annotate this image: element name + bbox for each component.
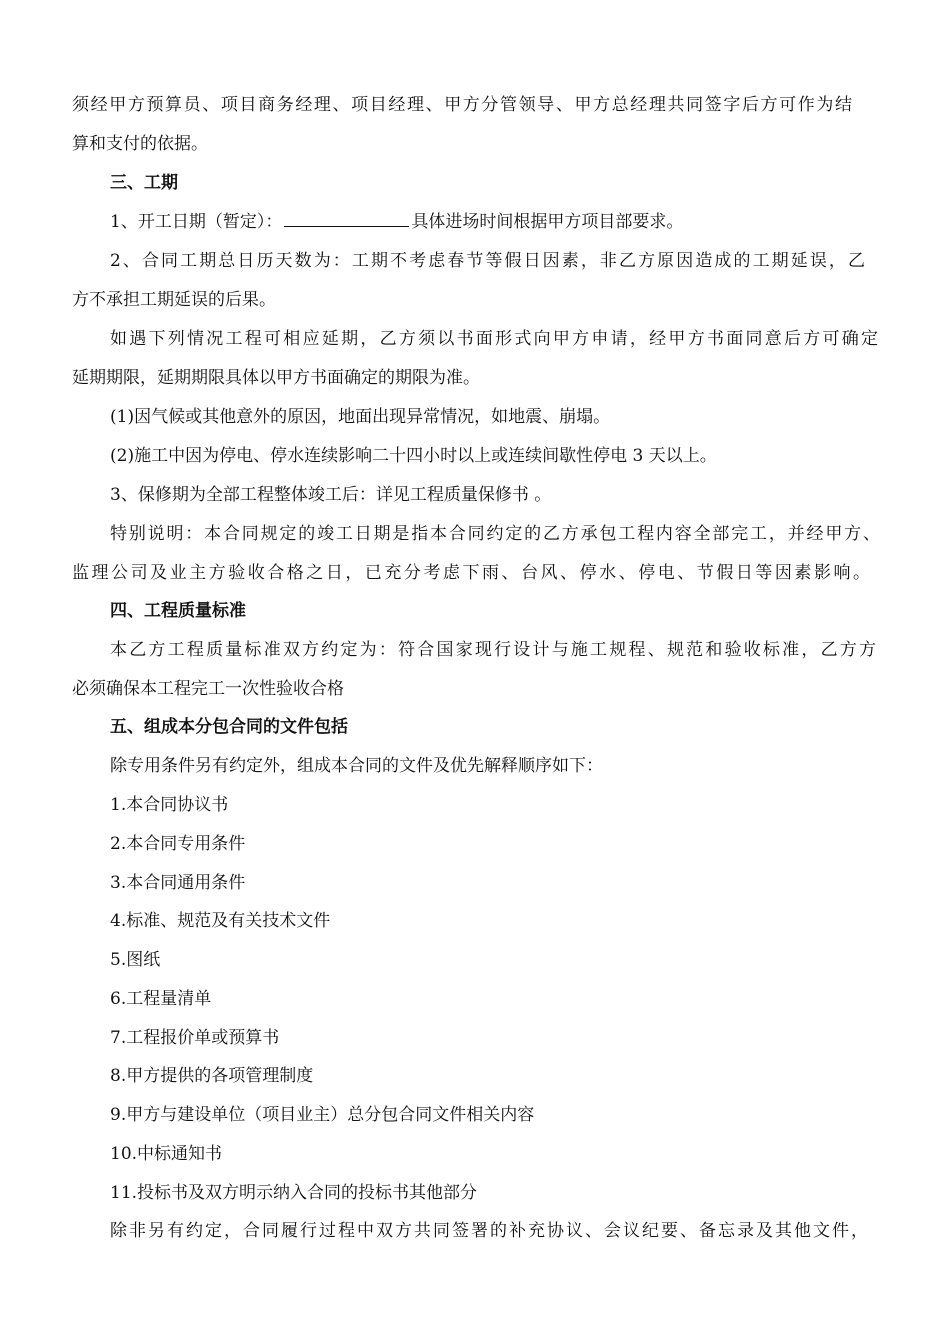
start-date-note: 具体进场时间根据甲方项目部要求。 <box>411 212 684 232</box>
condition-2: (2)施工中因为停电、停水连续影响二十四小时以上或连续间歇性停电 3 天以上。 <box>110 446 717 466</box>
extension-line-2: 延期期限，延期期限具体以甲方书面确定的期限为准。 <box>72 368 480 388</box>
list-item: 6.工程量清单 <box>110 989 212 1009</box>
list-item: 9.甲方与建设单位（项目业主）总分包合同文件相关内容 <box>110 1105 535 1125</box>
section-3-heading: 三、工期 <box>110 173 178 193</box>
start-date-label: 1、开工日期（暂定）： <box>110 212 283 232</box>
section-4-heading: 四、工程质量标准 <box>110 601 246 621</box>
quality-line-2: 必须确保本工程完工一次性验收合格 <box>72 679 344 699</box>
list-item: 8.甲方提供的各项管理制度 <box>110 1066 314 1086</box>
list-item: 2.本合同专用条件 <box>110 834 246 854</box>
intro-line-1: 须经甲方预算员、项目商务经理、项目经理、甲方分管领导、甲方总经理共同签字后方可作为结 <box>72 95 852 115</box>
warranty-item: 3、保修期为全部工程整体竣工后：详见工程质量保修书 。 <box>110 485 552 505</box>
start-date-blank <box>284 211 409 227</box>
list-item: 10.中标通知书 <box>110 1144 223 1164</box>
list-item: 5.图纸 <box>110 950 161 970</box>
section-5-heading: 五、组成本分包合同的文件包括 <box>110 717 348 737</box>
intro-line-2: 算和支付的依据。 <box>72 134 208 154</box>
special-note-line-2: 监理公司及业主方验收合格之日，已充分考虑下雨、台风、停水、停电、节假日等因素影响。 <box>72 563 870 583</box>
start-date-item <box>110 210 683 234</box>
condition-1: (1)因气候或其他意外的原因，地面出现异常情况，如地震、崩塌。 <box>110 407 611 427</box>
duration-line-2: 方不承担工期延误的后果。 <box>72 290 276 310</box>
list-item: 11.投标书及双方明示纳入合同的投标书其他部分 <box>110 1183 478 1203</box>
list-item: 3.本合同通用条件 <box>110 873 246 893</box>
duration-line-1: 2、合同工期总日历天数为：工期不考虑春节等假日因素，非乙方原因造成的工期延误，乙 <box>110 251 865 271</box>
list-item: 4.标准、规范及有关技术文件 <box>110 911 331 931</box>
documents-intro: 除专用条件另有约定外，组成本合同的文件及优先解释顺序如下： <box>110 756 603 776</box>
list-item: 1.本合同协议书 <box>110 795 229 815</box>
extension-line-1: 如遇下列情况工程可相应延期，乙方须以书面形式向甲方申请，经甲方书面同意后方可确定 <box>110 329 878 349</box>
special-note-line-1: 特别说明：本合同规定的竣工日期是指本合同约定的乙方承包工程内容全部完工，并经甲方、 <box>110 524 880 544</box>
quality-line-1: 本乙方工程质量标准双方约定为：符合国家现行设计与施工规程、规范和验收标准，乙方方 <box>110 640 876 660</box>
closing-line: 除非另有约定，合同履行过程中双方共同签署的补充协议、会议纪要、备忘录及其他文件， <box>110 1221 868 1241</box>
list-item: 7.工程报价单或预算书 <box>110 1028 280 1048</box>
